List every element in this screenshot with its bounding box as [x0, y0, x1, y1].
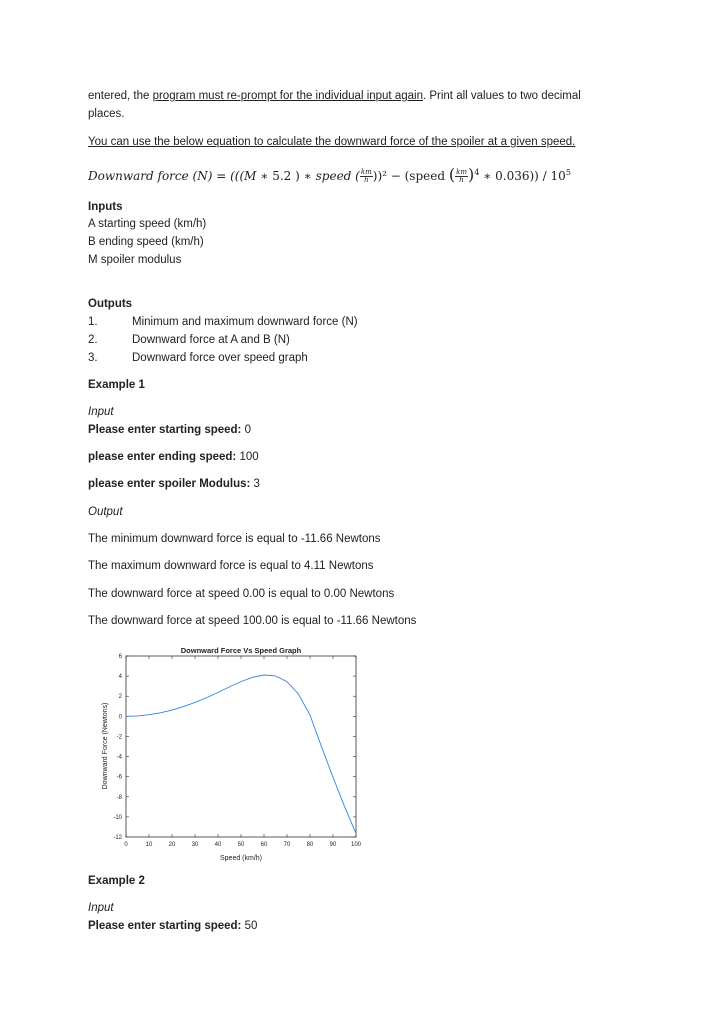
example1-heading: Example 1: [88, 379, 145, 391]
input-item: M spoiler modulus: [88, 254, 182, 266]
y-tick-label: -8: [116, 794, 122, 801]
example1-input-label: Input: [88, 406, 114, 418]
prompt-line: please enter spoiler Modulus: 3: [88, 478, 260, 490]
x-tick-label: 80: [306, 842, 314, 848]
y-tick-label: -12: [113, 835, 122, 841]
intro-line-2: places.: [88, 108, 125, 120]
prompt-line: Please enter starting speed: 50: [88, 920, 258, 932]
chart-title: Downward Force Vs Speed Graph: [180, 646, 302, 655]
x-tick-label: 10: [145, 842, 153, 848]
x-tick-label: 20: [168, 842, 176, 848]
x-tick-label: 40: [214, 842, 222, 848]
y-tick-label: 6: [118, 654, 122, 660]
result-line: The downward force at speed 100.00 is equal to -11.66 Newtons: [88, 615, 417, 627]
result-line: The minimum downward force is equal to -11.66 Newtons: [88, 533, 381, 545]
x-tick-label: 60: [260, 842, 268, 848]
x-tick-label: 100: [350, 842, 362, 848]
unit-fraction-2: $\frac{km}{h}$: [456, 168, 467, 184]
x-tick-label: 70: [283, 842, 291, 848]
prompt-line: please enter ending speed: 100: [88, 451, 259, 463]
prompt-line: Please enter starting speed: 0: [88, 424, 251, 436]
unit-fraction: $\frac{km}{h}$: [360, 168, 372, 184]
x-tick-label: 0: [124, 842, 128, 848]
output-item: 2. Downward force at A and B (N): [88, 334, 290, 346]
x-tick-label: 30: [191, 842, 199, 848]
input-item: A starting speed (km/h): [88, 218, 207, 230]
equation: Downward force (N) = (((M ∗ 5.2 ) ∗ speed ( $\frac{km}{h}$ ))² − (speed ( $\frac{km}{h}$ )$^4$ ∗ $0.036)) / 10^5$: [88, 165, 571, 184]
y-tick-label: 0: [118, 714, 122, 721]
y-tick-label: -4: [116, 754, 122, 761]
result-line: The maximum downward force is equal to 4.11 Newtons: [88, 560, 374, 572]
re-prompt-note: program must re-prompt for the individual input again: [152, 90, 423, 102]
intro-line-1: entered, the program must re-prompt for the individual input again. Print all values to two decimal: [88, 90, 581, 102]
y-tick-label: -2: [116, 734, 122, 741]
example1-output-label: Output: [88, 506, 123, 518]
example2-input-label: Input: [88, 902, 114, 914]
output-item: 3. Downward force over speed graph: [88, 352, 308, 364]
result-line: The downward force at speed 0.00 is equal to 0.00 Newtons: [88, 588, 395, 600]
downward-force-chart: [96, 645, 376, 865]
x-axis-label: Speed (km/h): [219, 855, 263, 862]
input-item: B ending speed (km/h): [88, 236, 204, 248]
output-item: 1. Minimum and maximum downward force (N): [88, 316, 358, 328]
outputs-heading: Outputs: [88, 298, 133, 310]
x-tick-label: 50: [237, 842, 245, 848]
y-tick-label: 4: [118, 674, 122, 681]
y-tick-label: 2: [118, 694, 122, 701]
inputs-heading: Inputs: [88, 201, 123, 213]
example2-heading: Example 2: [88, 875, 145, 887]
y-tick-label: -6: [116, 774, 122, 781]
x-tick-label: 90: [329, 842, 337, 848]
y-axis-label: Downward Force (Newtons): [102, 702, 109, 790]
y-tick-label: -10: [113, 814, 122, 821]
equation-note: You can use the below equation to calculate the downward force of the spoiler at a given speed.: [88, 136, 576, 148]
